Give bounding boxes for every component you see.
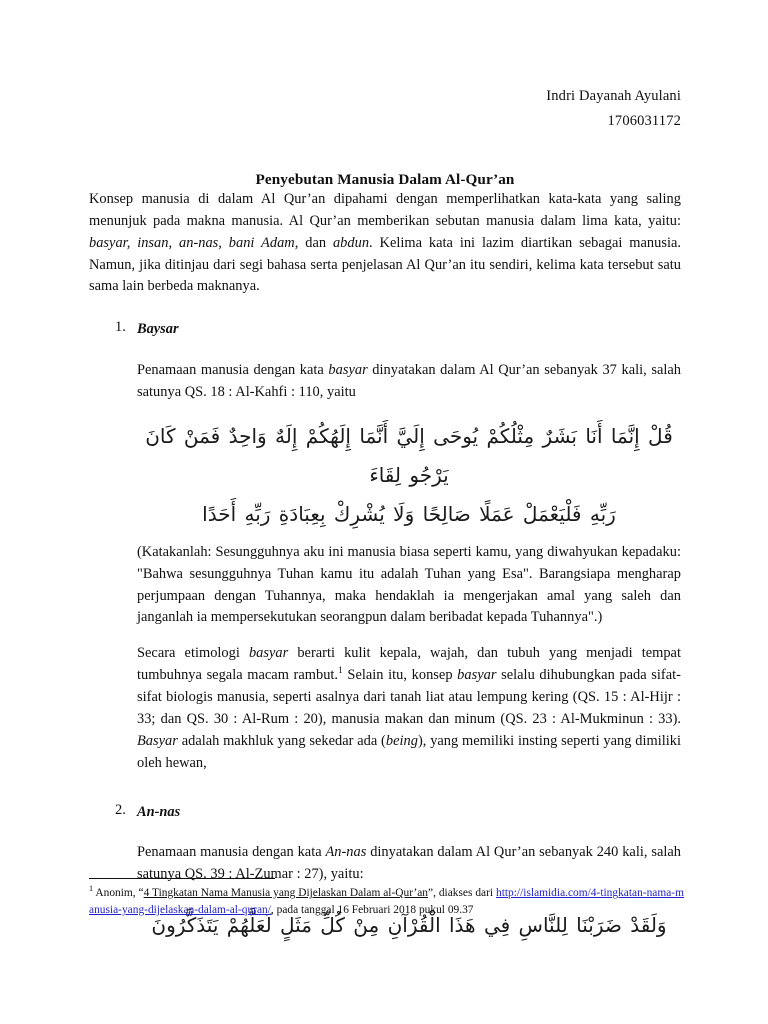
etym-part-4: selalu dihubungkan pada sifat-sifat biologis manusia, seperti asalnya dari tanah liat atau lempung kering (QS. 15 : Al-Hijr : 33; dan QS. 30 : Al-Rum : 20), manusia makan dan minum (QS. 23 : Al-Mukminun : 33).	[137, 667, 681, 727]
intro-text-lead: Konsep manusia di dalam Al Qur’an dipahami dengan memperlihatkan kata-kata yang saling menunjuk pada makna manusia. Al Qur’an memberikan sebutan manusia dalam lima kata, yaitu:	[89, 190, 681, 229]
footnote-middle-text: ”, diakses dari	[428, 887, 496, 899]
an-nas-lead-after: dinyatakan dalam Al Qur’an sebanyak 240 kali, salah satunya QS. 39 : Al-Zumar : 27), yaitu:	[137, 844, 681, 883]
intro-terms-italic-2: abdun	[332, 234, 370, 251]
numbered-list	[89, 319, 681, 945]
section-basyar-content	[137, 360, 681, 775]
footnote-separator-rule	[89, 878, 275, 879]
basyar-translation-paragraph: (Katakanlah: Sesungguhnya aku ini manusia biasa seperti kamu, yang diwahyukan kepadaku: "Bahwa sesungguhnya Tuhan kamu itu adalah Tuhan yang Esa". Barangsiapa mengharap perjumpaan dengan Tuhannya, maka hendaklah ia mengerjakan amal yang saleh dan janganlah ia mempersekutukan seorangpun dalam beribadat kepada Tuhannya".)	[137, 543, 681, 626]
basyar-lead-term: basyar	[328, 361, 368, 378]
etym-part-6: ), yang memiliki insting seperti yang dimiliki oleh hewan,	[137, 732, 681, 771]
etym-part-2: berarti kulit kepala, wajah, dan tubuh yang menjadi tempat tumbuhnya segala macam rambut.	[137, 645, 681, 684]
intro-text-rest: . Kelima kata ini lazim diartikan sebagai manusia. Namun, jika ditinjau dari segi bahasa serta penjelasan Al Qur’an itu sendiri, kelima kata tersebut satu sama lain berbeda maknanya.	[89, 234, 681, 295]
footnote-access-date: , pada tanggal 16 Februari 2018 pukul 09.37	[270, 903, 474, 916]
intro-text-mid: dan	[298, 234, 333, 251]
verse-line-1: قُلْ إِنَّمَا أَنَا بَشَرٌ مِثْلُكُمْ يُوحَى إِلَيَّ أَنَّمَا إِلَهُكُمْ إِلَهٌ وَاحِدٌ فَمَنْ كَانَ يَرْجُو لِقَاءَ	[145, 423, 673, 487]
document-body	[89, 84, 681, 949]
footnote-entry	[89, 885, 684, 919]
etym-part-5: adalah makhluk yang sekedar ada (	[177, 732, 386, 749]
section-title-basyar: Baysar	[137, 321, 179, 338]
basyar-etymology-paragraph	[137, 643, 681, 774]
document-header	[89, 84, 681, 134]
list-item-basyar	[89, 319, 681, 774]
list-number-2: 2.	[115, 801, 126, 818]
footnote-number: 1	[89, 884, 94, 894]
intro-paragraph	[89, 189, 681, 298]
an-nas-lead-term: An-nas	[325, 844, 367, 861]
an-nas-lead-before: Penamaan manusia dengan kata	[137, 844, 326, 861]
basyar-lead-paragraph	[137, 360, 681, 404]
list-number-1: 1.	[115, 319, 126, 336]
footnote-source-link[interactable]: http://islamidia.com/4-tingkatan-nama-manusia-yang-dijelaskan-dalam-al-quran/	[89, 887, 684, 916]
student-id: 1706031172	[607, 112, 681, 129]
list-item-an-nas	[89, 802, 681, 945]
footnote-article-title: 4 Tingkatan Nama Manusia yang Dijelaskan Dalam al-Qur’an	[143, 887, 429, 899]
footnote-reference-marker[interactable]: 1	[338, 666, 343, 677]
etym-term-1: basyar	[248, 645, 289, 662]
etym-part-1: Secara etimologi	[137, 645, 249, 662]
section-title-an-nas: An-nas	[137, 803, 181, 820]
page-title: Penyebutan Manusia Dalam Al-Qur’an	[255, 170, 515, 188]
footnote-author: Anonim, “	[93, 887, 144, 899]
etym-term-4: being	[385, 732, 418, 749]
basyar-lead-before: Penamaan manusia dengan kata	[137, 361, 329, 378]
etym-part-3: Selain itu, konsep	[342, 667, 458, 684]
etym-term-2: basyar	[457, 667, 497, 684]
verse-line-1: وَلَقَدْ ضَرَبْنَا لِلنَّاسِ فِي هَذَا الْقُرْآنِ مِنْ كُلِّ مَثَلٍ لَعَلَّهُمْ يَتَذَكَّرُونَ	[151, 913, 667, 938]
quran-verse-al-kahfi-110	[137, 417, 681, 534]
verse-line-2: رَبِّهِ فَلْيَعْمَلْ عَمَلًا صَالِحًا وَلَا يُشْرِكْ بِعِبَادَةِ رَبِّهِ أَحَدًا	[202, 501, 616, 526]
footnote-area	[89, 878, 684, 919]
etym-term-3: Basyar	[137, 732, 178, 749]
intro-terms-italic-1: basyar, insan, an-nas, bani Adam,	[89, 234, 299, 251]
author-name: Indri Dayanah Ayulani	[546, 88, 681, 104]
basyar-lead-after: dinyatakan dalam Al Qur’an sebanyak 37 kali, salah satunya QS. 18 : Al-Kahfi : 110, yaitu	[137, 361, 681, 400]
